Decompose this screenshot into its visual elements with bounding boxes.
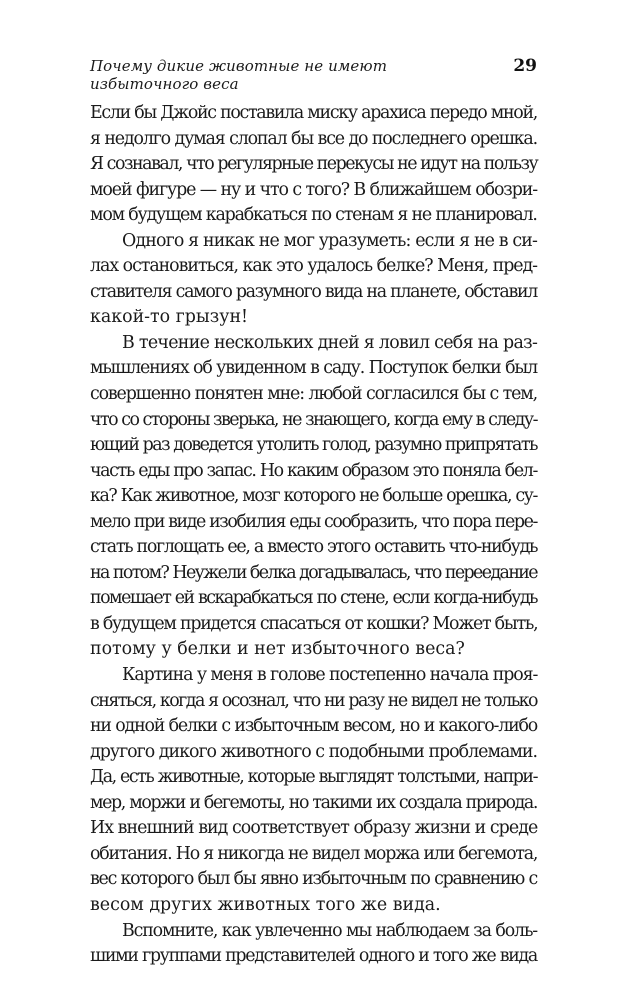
- text-line: В течение нескольких дней я ловил себя на раз-: [122, 332, 538, 353]
- text-line: какой-то грызун!: [90, 307, 249, 328]
- page-number: 29: [513, 56, 537, 76]
- text-line: ка? Как животное, мозг которого не больше орешка, су-: [90, 486, 537, 507]
- text-line: вес которого был бы явно избыточным по сравнению с: [90, 869, 537, 890]
- text-line: весом других животных того же вида.: [90, 894, 441, 915]
- text-line: мело при виде изобилия еды сообразить, что пора пере-: [90, 511, 537, 532]
- paragraph: [90, 919, 537, 970]
- text-line: сняться, когда я осознал, что ни разу не видел не только: [90, 690, 537, 711]
- text-line: Я сознавал, что регулярные перекусы не идут на пользу: [90, 154, 538, 175]
- text-line: мышлениях об увиденном в саду. Поступок белки был: [90, 358, 537, 379]
- text-line: Картина у меня в голове постепенно начала проя-: [122, 665, 538, 686]
- text-line: потому у белки и нет избыточного веса?: [90, 639, 465, 660]
- paragraph: [90, 101, 537, 229]
- text-line: обитания. Но я никогда не видел моржа или бегемота,: [90, 843, 538, 864]
- text-line: Если бы Джойс поставила миску арахиса передо мной,: [90, 103, 537, 123]
- text-line: стать поглощать ее, а вместо этого оставить что-нибудь: [90, 537, 538, 558]
- text-line: ни одной белки с избыточным весом, но и какого-либо: [90, 716, 537, 737]
- text-line: ставителя самого разумного вида на планете, обставил: [90, 281, 537, 302]
- body-text: [90, 101, 537, 970]
- text-line: в будущем придется спасаться от кошки? Может быть,: [90, 613, 538, 634]
- text-line: лах остановиться, как это удалось белке? Меня, пред-: [90, 256, 537, 277]
- text-line: я недолго думая слопал бы все до последнего орешка.: [90, 128, 537, 149]
- text-line: моей фигуре — ну и что с того? В ближайшем обозри-: [90, 179, 537, 200]
- text-line: на потом? Неужели белка догадывалась, что переедание: [90, 562, 537, 583]
- text-line: мом будущем карабкаться по стенам я не планировал.: [90, 205, 537, 226]
- paragraph: [90, 229, 537, 331]
- text-line: Одного я никак не мог уразуметь: если я не в си-: [122, 230, 538, 251]
- text-line: Вспомните, как увлеченно мы наблюдаем за боль-: [122, 920, 537, 941]
- running-header: [90, 56, 537, 93]
- text-line: мер, моржи и бегемоты, но такими их создала природа.: [90, 792, 537, 813]
- text-line: Да, есть животные, которые выглядят толстыми, напри-: [90, 767, 537, 788]
- text-line: помешает ей вскарабкаться по стене, если когда-нибудь: [90, 588, 537, 609]
- text-line: часть еды про запас. Но каким образом это поняла бел-: [90, 460, 537, 481]
- text-line: совершенно понятен мне: любой согласился бы с тем,: [90, 384, 537, 405]
- text-line: что со стороны зверька, не знающего, когда ему в следу-: [90, 409, 537, 430]
- running-title: Почему дикие животные не имеют избыточного веса: [90, 57, 388, 93]
- text-line: другого дикого животного с подобными проблемами.: [90, 741, 537, 762]
- text-line: Их внешний вид соответствует образу жизни и среде: [90, 818, 538, 839]
- paragraph: [90, 663, 537, 918]
- paragraph: [90, 331, 537, 663]
- text-line: ющий раз доведется утолить голод, разумно припрятать: [90, 435, 537, 456]
- text-line: шими группами представителей одного и того же вида: [90, 946, 537, 967]
